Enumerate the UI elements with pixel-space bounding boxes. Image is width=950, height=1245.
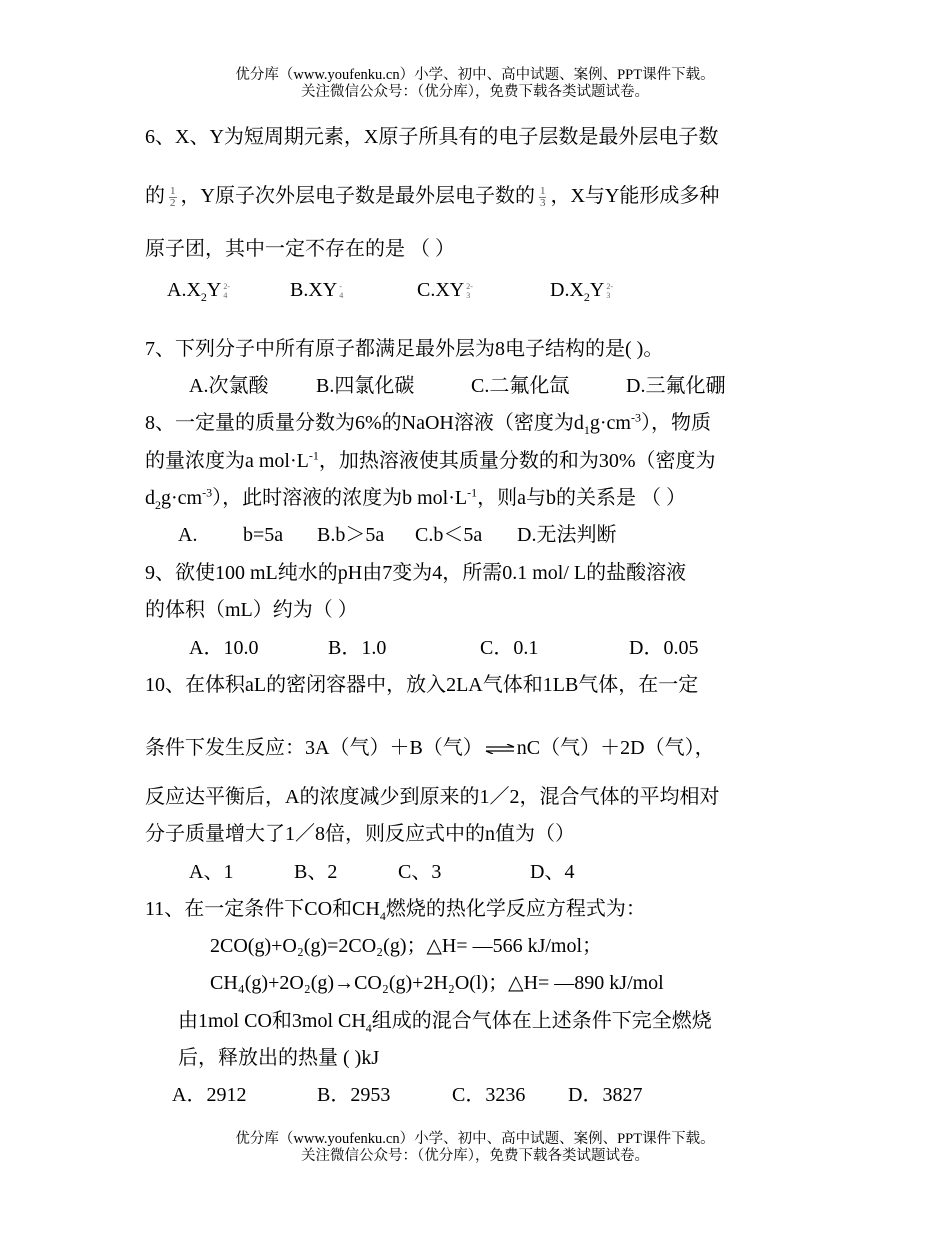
q11-equation-1: 2CO(g)+O₂(g)=2CO₂(g)；△H= —566 kJ/mol；	[210, 935, 603, 957]
q10-l2b: nC（气）＋2D（气），	[516, 737, 715, 759]
q6-optD-charge: 2-	[606, 282, 614, 292]
q6-optD-sub: 2	[583, 290, 590, 304]
q8-l3d: ，则a与b的关系是 （ ）	[477, 487, 686, 509]
footer-line-2: 关注微信公众号：（优分库），免费下载各类试题试卷。	[301, 1148, 649, 1164]
q8-option-c: C.b＜5a	[415, 524, 483, 546]
frac2-denominator: 3	[539, 196, 546, 209]
q11-l4-sub: 4	[365, 1021, 372, 1035]
q7-stem: 7、下列分子中所有原子都满足最外层为8电子结构的是( )。	[145, 338, 664, 360]
q6-optC-charge: 2-	[466, 282, 473, 292]
q6-text-c: ，X与Y能形成多种	[550, 185, 720, 207]
q6-line-2	[145, 184, 719, 209]
q8-l3-sub: 2	[155, 498, 161, 512]
q6-line-3: 原子团，其中一定不存在的是 （ ）	[145, 238, 455, 260]
frac2-numerator: 1	[539, 184, 546, 197]
q8-l1b: g·cm	[589, 412, 631, 434]
frac1-numerator: 1	[170, 184, 176, 197]
q9-option-b: B．1.0	[328, 637, 387, 659]
q8-l1-sub: 1	[583, 423, 590, 437]
q8-l2a: 的量浓度为a mol·L	[145, 450, 309, 472]
q8-option-a-value: b=5a	[243, 524, 284, 546]
q6-optD-text: D.X	[550, 279, 584, 301]
footer-line-1: 优分库（www.youfenku.cn）小学、初中、高中试题、案例、PPT课件下载。	[235, 1131, 715, 1147]
page-footer	[0, 1131, 950, 1165]
q8-l3-sup: -3	[202, 485, 213, 500]
q6-optB-text: B.XY	[290, 279, 338, 301]
fraction-one-half	[169, 186, 177, 209]
q11-line-5: 后，释放出的热量 ( )kJ	[178, 1047, 380, 1069]
q8-option-a-label: A.	[178, 524, 198, 546]
q8-option-b: B.b＞5a	[317, 524, 385, 546]
fraction-one-third	[539, 186, 547, 209]
q10-option-c: C、3	[398, 861, 442, 883]
q8-l1c: ），物质	[640, 412, 711, 434]
q10-l2a: 条件下发生反应：3A（气）＋B（气）	[145, 737, 483, 759]
q6-optD-n: 3	[606, 291, 611, 301]
q8-l1-sup: -3	[630, 410, 641, 425]
q9-option-a: A．10.0	[189, 637, 259, 659]
q6-text-a: 的	[145, 185, 165, 207]
q6-optA-text: A.X	[167, 279, 201, 301]
q11-option-a: A．2912	[172, 1084, 247, 1106]
q6-text-b: ，Y原子次外层电子数是最外层电子数的	[180, 185, 535, 207]
q6-optD-ion	[606, 282, 613, 300]
q10-option-d: D、4	[530, 861, 575, 883]
header-line-1: 优分库（www.youfenku.cn）小学、初中、高中试题、案例、PPT课件下载。	[235, 67, 715, 83]
q6-optB-n: 4	[339, 291, 344, 301]
q6-optA-charge: 2-	[223, 282, 231, 292]
q7-option-d: D.三氟化硼	[626, 375, 726, 397]
q6-optB-ion	[339, 282, 343, 300]
q8-l2-sup: -1	[308, 448, 319, 463]
q10-option-b: B、2	[294, 861, 338, 883]
q6-option-a	[167, 278, 230, 302]
q6-option-b	[290, 278, 343, 302]
q9-line-1: 9、欲使100 mL纯水的pH由7变为4，所需0.1 mol/ L的盐酸溶液	[145, 562, 687, 584]
q10-line-4: 分子质量增大了1／8倍，则反应式中的n值为（）	[145, 823, 575, 845]
q6-optA-n: 4	[223, 291, 228, 301]
q11-line-4	[178, 1009, 712, 1033]
q11-l4b: 组成的混合气体在上述条件下完全燃烧	[371, 1010, 712, 1032]
q7-option-b: B.四氯化碳	[316, 375, 415, 397]
q6-optB-charge: -	[339, 282, 342, 292]
q8-l3-sup2: -1	[467, 485, 478, 500]
q10-line-2	[145, 736, 715, 760]
q9-option-d: D．0.05	[629, 637, 699, 659]
q7-option-a: A.次氯酸	[189, 375, 269, 397]
q6-optC-n: 3	[466, 291, 471, 301]
q6-optA-y: Y	[206, 279, 222, 301]
q10-option-a: A、1	[189, 861, 234, 883]
q8-l3c: ），此时溶液的浓度为b mol·L	[212, 487, 468, 509]
q8-line-2	[145, 449, 716, 473]
q6-option-d	[550, 278, 613, 302]
q8-option-d: D.无法判断	[517, 524, 617, 546]
header-line-2: 关注微信公众号：（优分库），免费下载各类试题试卷。	[301, 84, 649, 100]
q11-option-b: B．2953	[317, 1084, 391, 1106]
q8-line-3	[145, 486, 686, 510]
q6-optA-ion	[223, 282, 230, 300]
q11-l1-sub: 4	[379, 909, 386, 923]
q10-line-3: 反应达平衡后，A的浓度减少到原来的1／2，混合气体的平均相对	[145, 786, 720, 808]
q10-line-1: 10、在体积aL的密闭容器中，放入2LA气体和1LB气体，在一定	[145, 674, 699, 696]
q6-optA-sub: 2	[200, 290, 207, 304]
q8-l1a: 8、一定量的质量分数为6%的NaOH溶液（密度为d	[145, 412, 584, 434]
q9-line-2: 的体积（mL）约为（ ）	[145, 599, 358, 621]
q8-l3a: d	[145, 487, 155, 509]
q11-l1b: 燃烧的热化学反应方程式为：	[385, 898, 646, 920]
q11-option-d: D．3827	[568, 1084, 643, 1106]
q6-option-c	[417, 278, 473, 302]
q8-l3b: g·cm	[161, 487, 203, 509]
q6-optC-text: C.XY	[417, 279, 465, 301]
q6-optD-y: Y	[589, 279, 605, 301]
q11-line-1	[145, 897, 646, 921]
page-header	[0, 67, 950, 101]
frac1-denominator: 2	[170, 196, 176, 209]
q11-l4a: 由1mol CO和3mol CH	[178, 1010, 366, 1032]
q11-equation-2: CH₄(g)+2O₂(g)→CO₂(g)+2H₂O(l)；△H= —890 kJ/mol	[210, 972, 664, 994]
q11-option-c: C．3236	[452, 1084, 526, 1106]
q7-option-c: C.二氟化氙	[471, 375, 570, 397]
q8-l2b: ，加热溶液使其质量分数的和为30%（密度为	[318, 450, 716, 472]
reversible-arrow-icon	[485, 744, 515, 754]
q9-option-c: C．0.1	[480, 637, 539, 659]
q11-l1a: 11、在一定条件下CO和CH	[145, 898, 380, 920]
q8-line-1	[145, 411, 711, 435]
q6-optC-ion	[466, 282, 473, 300]
q6-line-1: 6、X、Y为短周期元素，X原子所具有的电子层数是最外层电子数	[145, 126, 719, 148]
